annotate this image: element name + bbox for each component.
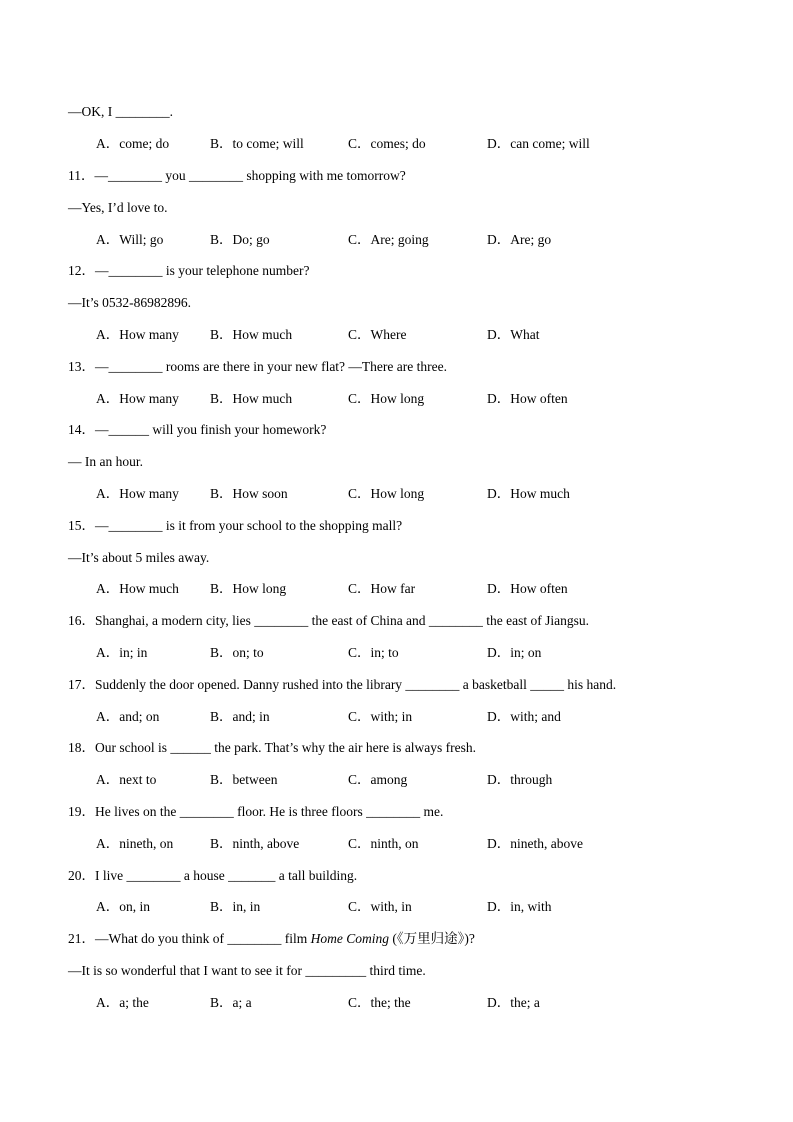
prev-option-d: D．can come; will xyxy=(487,136,590,151)
q19-option-d: D．nineth, above xyxy=(487,836,583,851)
q17-options xyxy=(0,709,793,725)
q18-option-b: B．between xyxy=(210,772,278,787)
q18-option-c: C．among xyxy=(348,772,408,787)
q12-stem: 12．—________ is your telephone number? xyxy=(68,263,310,278)
q11-options xyxy=(0,232,793,248)
q21-options xyxy=(0,995,793,1011)
q20-option-c: C．with, in xyxy=(348,899,412,914)
q19-option-c: C．ninth, on xyxy=(348,836,419,851)
q21-film-title: Home Coming xyxy=(310,931,389,946)
q13-option-c: C．How long xyxy=(348,391,425,406)
q11-option-c: C．Are; going xyxy=(348,232,429,247)
q19-stem: 19．He lives on the ________ floor. He is three floors ________ me. xyxy=(68,804,444,819)
q13-options xyxy=(0,391,793,407)
q13-option-a: A．How many xyxy=(96,391,179,406)
q14-option-a: A．How many xyxy=(96,486,179,501)
q18-option-a: A．next to xyxy=(96,772,157,787)
q17-option-d: D．with; and xyxy=(487,709,561,724)
q16-option-d: D．in; on xyxy=(487,645,542,660)
q11-stem: 11．—________ you ________ shopping with me tomorrow? xyxy=(68,168,406,183)
q17-option-b: B．and; in xyxy=(210,709,270,724)
prev-option-b: B．to come; will xyxy=(210,136,304,151)
q16-stem: 16．Shanghai, a modern city, lies ________ the east of China and ________ the east of Jiangsu. xyxy=(68,613,590,628)
q18-options xyxy=(0,772,793,788)
q17-option-c: C．with; in xyxy=(348,709,413,724)
q21-option-d: D．the; a xyxy=(487,995,540,1010)
q21-stem-after: (《万里归途》)? xyxy=(388,931,475,946)
q16-option-b: B．on; to xyxy=(210,645,264,660)
q15-reply: —It’s about 5 miles away. xyxy=(68,550,210,565)
q18-option-d: D．through xyxy=(487,772,553,787)
q20-option-b: B．in, in xyxy=(210,899,261,914)
q21-stem xyxy=(68,931,475,947)
q13-option-b: B．How much xyxy=(210,391,293,406)
q12-option-c: C．Where xyxy=(348,327,407,342)
q19-options xyxy=(0,836,793,852)
q15-option-d: D．How often xyxy=(487,581,568,596)
prev-options xyxy=(0,136,793,152)
q13-option-d: D．How often xyxy=(487,391,568,406)
q12-reply: —It’s 0532-86982896. xyxy=(68,295,191,310)
q21-option-c: C．the; the xyxy=(348,995,411,1010)
prev-option-c: C．comes; do xyxy=(348,136,426,151)
q21-reply: —It is so wonderful that I want to see it for _________ third time. xyxy=(68,963,426,978)
q21-option-b: B．a; a xyxy=(210,995,252,1010)
q12-option-d: D．What xyxy=(487,327,540,342)
q21-option-a: A．a; the xyxy=(96,995,149,1010)
q16-option-a: A．in; in xyxy=(96,645,148,660)
q14-reply: — In an hour. xyxy=(68,454,143,469)
q12-options xyxy=(0,327,793,343)
q16-options xyxy=(0,645,793,661)
q15-option-c: C．How far xyxy=(348,581,416,596)
q11-reply: —Yes, I’d love to. xyxy=(68,200,168,215)
q20-option-d: D．in, with xyxy=(487,899,552,914)
q11-option-a: A．Will; go xyxy=(96,232,164,247)
q15-option-a: A．How much xyxy=(96,581,179,596)
q19-option-b: B．ninth, above xyxy=(210,836,300,851)
q20-option-a: A．on, in xyxy=(96,899,150,914)
q14-option-b: B．How soon xyxy=(210,486,288,501)
q12-option-a: A．How many xyxy=(96,327,179,342)
q17-option-a: A．and; on xyxy=(96,709,160,724)
q20-stem: 20．I live ________ a house _______ a tall building. xyxy=(68,868,358,883)
q17-stem: 17．Suddenly the door opened. Danny rushed into the library ________ a basketball _____ his hand. xyxy=(68,677,617,692)
q20-options xyxy=(0,899,793,915)
q14-option-d: D．How much xyxy=(487,486,570,501)
q16-option-c: C．in; to xyxy=(348,645,399,660)
prev-option-a: A．come; do xyxy=(96,136,170,151)
q14-option-c: C．How long xyxy=(348,486,425,501)
q15-options xyxy=(0,581,793,597)
prev-answer-line: —OK, I ________. xyxy=(68,104,173,119)
q11-option-d: D．Are; go xyxy=(487,232,552,247)
q18-stem: 18．Our school is ______ the park. That’s why the air here is always fresh. xyxy=(68,740,477,755)
q11-option-b: B．Do; go xyxy=(210,232,270,247)
q15-option-b: B．How long xyxy=(210,581,287,596)
q15-stem: 15．—________ is it from your school to the shopping mall? xyxy=(68,518,403,533)
q19-option-a: A．nineth, on xyxy=(96,836,174,851)
q13-stem: 13．—________ rooms are there in your new flat? —There are three. xyxy=(68,359,447,374)
q12-option-b: B．How much xyxy=(210,327,293,342)
q21-stem-before: 21．—What do you think of ________ film xyxy=(68,931,311,946)
q14-stem: 14．—______ will you finish your homework? xyxy=(68,422,327,437)
q14-options xyxy=(0,486,793,502)
